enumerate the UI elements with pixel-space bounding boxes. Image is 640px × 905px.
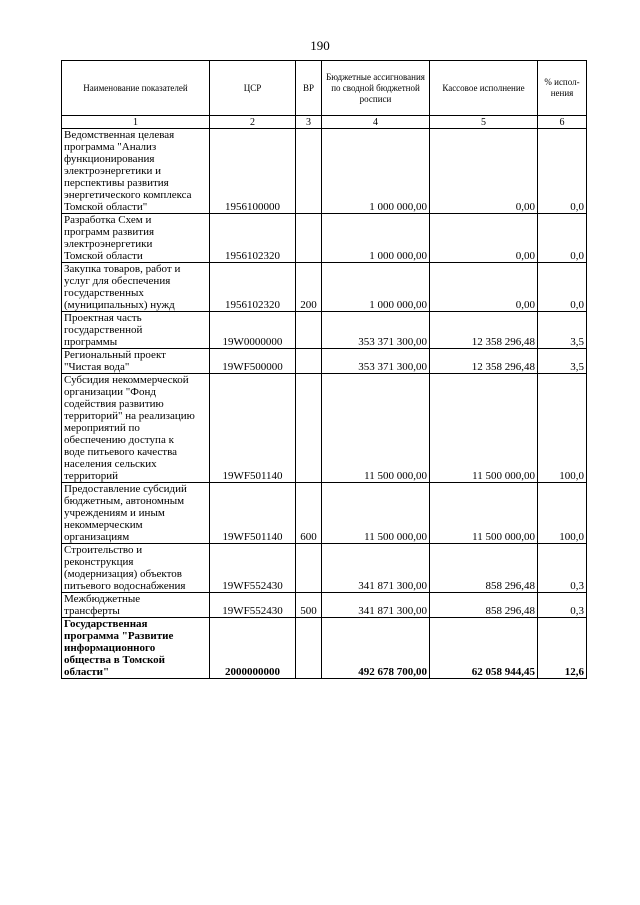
header-name: Наименование показателей — [62, 61, 210, 116]
row-percent: 0,3 — [538, 544, 587, 593]
column-number: 2 — [210, 116, 296, 129]
row-assigned: 492 678 700,00 — [322, 618, 430, 679]
column-number: 3 — [296, 116, 322, 129]
row-csr: 1956102320 — [210, 214, 296, 263]
table-row — [62, 374, 587, 483]
row-percent: 12,6 — [538, 618, 587, 679]
row-vr — [296, 618, 322, 679]
row-assigned: 11 500 000,00 — [322, 374, 430, 483]
row-csr: 1956100000 — [210, 129, 296, 214]
row-executed: 62 058 944,45 — [430, 618, 538, 679]
table-row — [62, 593, 587, 618]
row-percent: 0,0 — [538, 129, 587, 214]
table-row — [62, 129, 587, 214]
column-number: 5 — [430, 116, 538, 129]
header-vr: ВР — [296, 61, 322, 116]
column-number-row — [62, 116, 587, 129]
row-executed: 858 296,48 — [430, 593, 538, 618]
row-vr — [296, 312, 322, 349]
row-executed: 0,00 — [430, 263, 538, 312]
row-csr: 19WF500000 — [210, 349, 296, 374]
row-percent: 0,3 — [538, 593, 587, 618]
column-number: 1 — [62, 116, 210, 129]
row-csr: 19WF552430 — [210, 593, 296, 618]
row-csr: 19WF552430 — [210, 544, 296, 593]
row-name: Государственная программа "Развитие информационного общества в Томской области" — [62, 618, 210, 679]
table-row — [62, 349, 587, 374]
page-number: 190 — [310, 38, 330, 53]
row-executed: 12 358 296,48 — [430, 349, 538, 374]
header-percent: % испол-нения — [538, 61, 587, 116]
row-name: Проектная часть государственной программы — [62, 312, 210, 349]
row-percent: 0,0 — [538, 214, 587, 263]
row-name: Строительство и реконструкция (модернизация) объектов питьевого водоснабжения — [62, 544, 210, 593]
row-vr — [296, 214, 322, 263]
row-assigned: 1 000 000,00 — [322, 214, 430, 263]
table-row — [62, 483, 587, 544]
row-csr: 19WF501140 — [210, 374, 296, 483]
budget-execution-table — [61, 60, 587, 679]
row-executed: 12 358 296,48 — [430, 312, 538, 349]
row-assigned: 353 371 300,00 — [322, 312, 430, 349]
header-execution: Кассовое исполнение — [430, 61, 538, 116]
row-name: Закупка товаров, работ и услуг для обеспечения государственных (муниципальных) нужд — [62, 263, 210, 312]
table-row — [62, 214, 587, 263]
row-name: Субсидия некоммерческой организации "Фонд содействия развитию территорий" на реализацию мероприятий по обеспечению доступа к воде питьевого качества населения сельских территорий — [62, 374, 210, 483]
row-vr: 600 — [296, 483, 322, 544]
row-vr — [296, 544, 322, 593]
row-executed: 0,00 — [430, 129, 538, 214]
table-row — [62, 263, 587, 312]
row-percent: 3,5 — [538, 349, 587, 374]
row-assigned: 1 000 000,00 — [322, 263, 430, 312]
row-name: Ведомственная целевая программа "Анализ функционирования электроэнергетики и перспективы развития энергетического комплекса Томской области" — [62, 129, 210, 214]
row-executed: 11 500 000,00 — [430, 374, 538, 483]
row-assigned: 1 000 000,00 — [322, 129, 430, 214]
table-row-total — [62, 618, 587, 679]
row-vr — [296, 349, 322, 374]
row-assigned: 341 871 300,00 — [322, 593, 430, 618]
row-name: Предоставление субсидий бюджетным, автономным учреждениям и иным некоммерческим организациям — [62, 483, 210, 544]
row-assigned: 11 500 000,00 — [322, 483, 430, 544]
table-row — [62, 544, 587, 593]
row-percent: 100,0 — [538, 374, 587, 483]
row-name: Региональный проект "Чистая вода" — [62, 349, 210, 374]
row-vr — [296, 129, 322, 214]
row-csr: 19WF501140 — [210, 483, 296, 544]
row-percent: 0,0 — [538, 263, 587, 312]
row-executed: 11 500 000,00 — [430, 483, 538, 544]
table-row — [62, 312, 587, 349]
row-name: Межбюджетные трансферты — [62, 593, 210, 618]
row-name: Разработка Схем и программ развития электроэнергетики Томской области — [62, 214, 210, 263]
header-assignments: Бюджетные ассигнования по сводной бюджетной росписи — [322, 61, 430, 116]
row-csr: 2000000000 — [210, 618, 296, 679]
row-assigned: 353 371 300,00 — [322, 349, 430, 374]
row-vr: 500 — [296, 593, 322, 618]
column-number: 4 — [322, 116, 430, 129]
row-executed: 858 296,48 — [430, 544, 538, 593]
row-vr — [296, 374, 322, 483]
row-csr: 1956102320 — [210, 263, 296, 312]
column-number: 6 — [538, 116, 587, 129]
row-vr: 200 — [296, 263, 322, 312]
header-csr: ЦСР — [210, 61, 296, 116]
row-percent: 100,0 — [538, 483, 587, 544]
row-csr: 19W0000000 — [210, 312, 296, 349]
row-assigned: 341 871 300,00 — [322, 544, 430, 593]
row-percent: 3,5 — [538, 312, 587, 349]
table-header-row — [62, 61, 587, 116]
row-executed: 0,00 — [430, 214, 538, 263]
